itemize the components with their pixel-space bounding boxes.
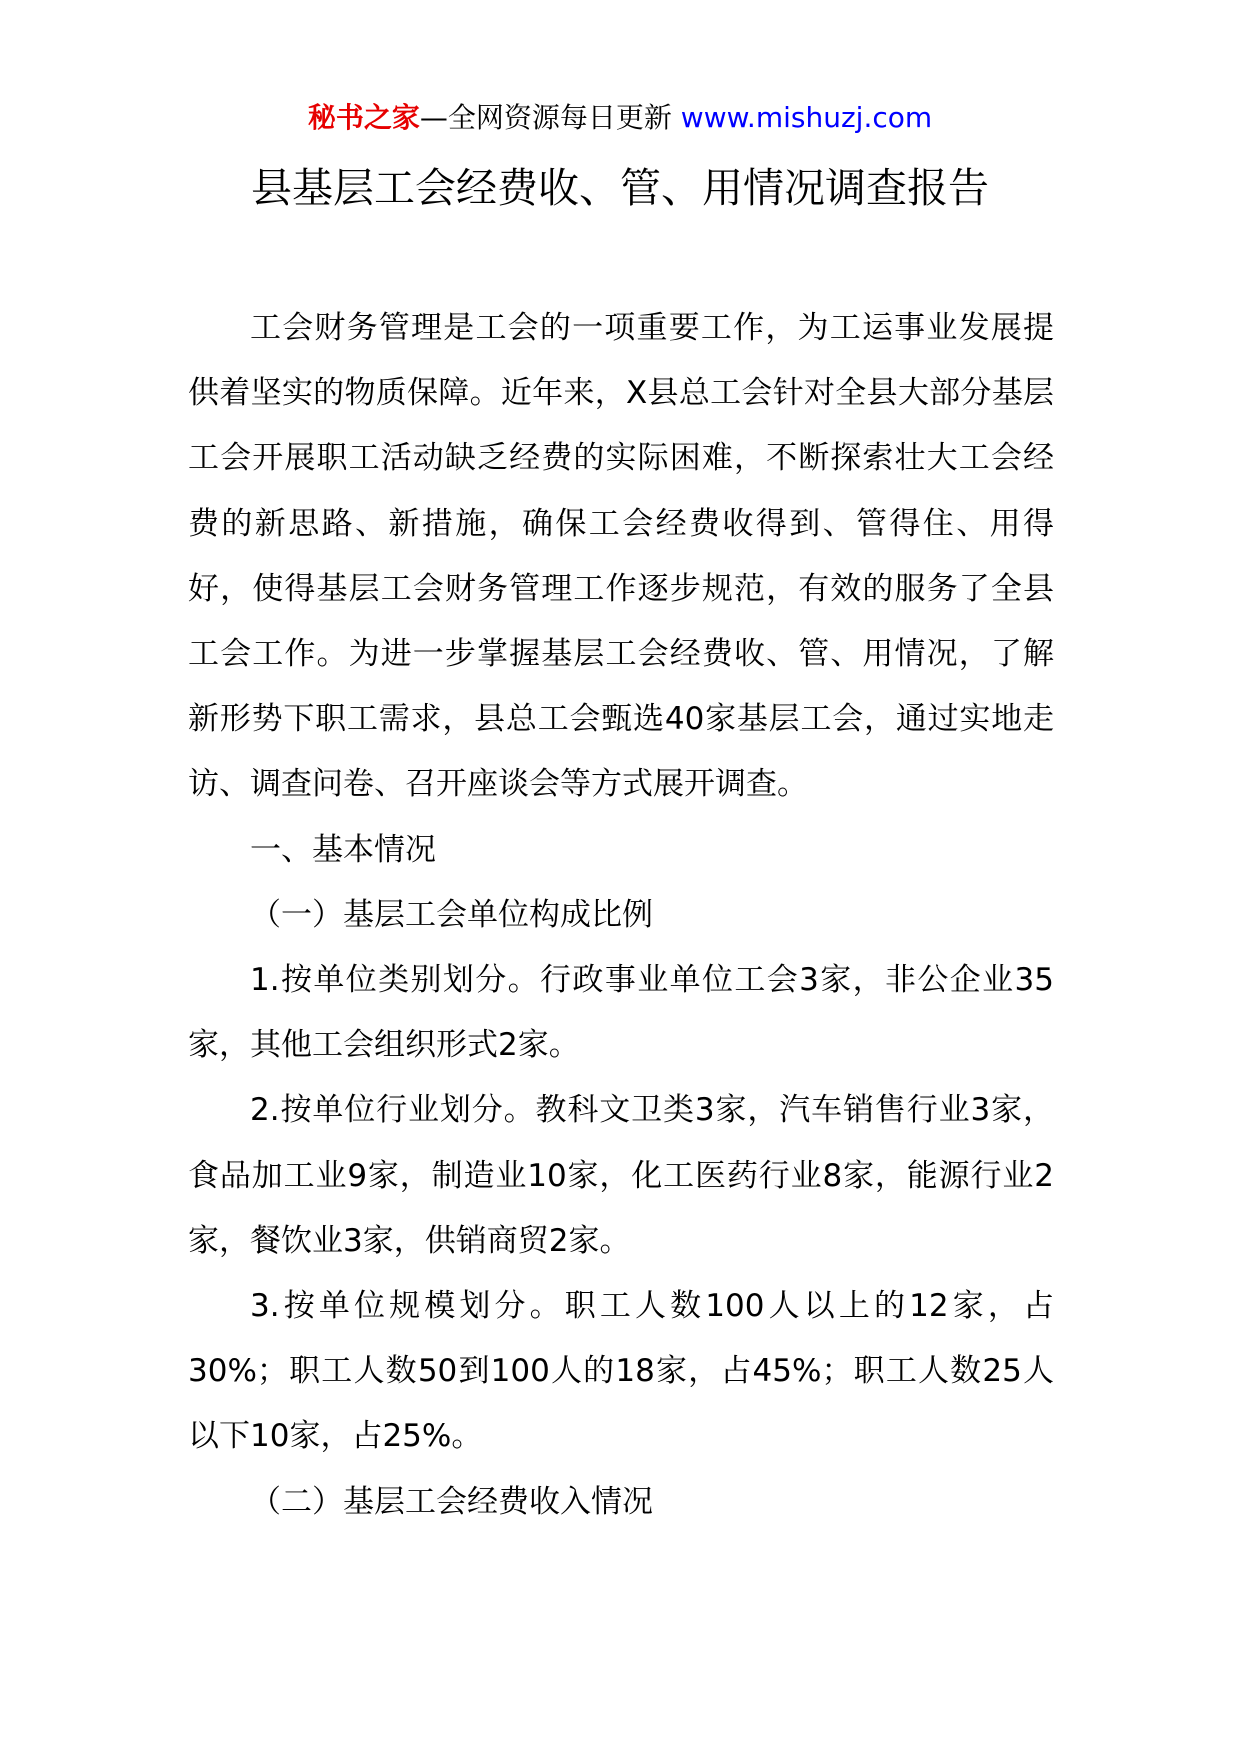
list-item-by-category: 1.按单位类别划分。行政事业单位工会3家，非公企业35家，其他工会组织形式2家。 [188,962,1054,1064]
brand-name: 秘书之家 [307,101,420,134]
subsection-heading-income: （二）基层工会经费收入情况 [250,1483,653,1520]
site-url[interactable]: www.mishuzj.com [680,101,933,134]
list-item-by-scale: 3.按单位规模划分。职工人数100人以上的12家，占30%；职工人数50到100人的18家，占45%；职工人数25人以下10家，占25%。 [188,1288,1054,1455]
document-body [188,296,1054,1535]
header-tagline: —全网资源每日更新 [419,101,672,134]
document-title: 县基层工会经费收、管、用情况调查报告 [251,164,989,212]
intro-paragraph: 工会财务管理是工会的一项重要工作，为工运事业发展提供着坚实的物质保障。近年来，X县总工会针对全县大部分基层工会开展职工活动缺乏经费的实际困难，不断探索壮大工会经费的新思路、新措施，确保工会经费收得到、管得住、用得好，使得基层工会财务管理工作逐步规范，有效的服务了全县工会工作。为进一步掌握基层工会经费收、管、用情况，了解新形势下职工需求，县总工会甄选40家基层工会，通过实地走访、调查问卷、召开座谈会等方式展开调查。 [188,310,1054,803]
section-heading-basic-situation: 一、基本情况 [250,831,436,868]
subsection-heading-composition: （一）基层工会单位构成比例 [250,896,653,933]
header-banner [0,98,1240,138]
list-item-by-industry: 2.按单位行业划分。教科文卫类3家，汽车销售行业3家，食品加工业9家，制造业10家，化工医药行业8家，能源行业2家，餐饮业3家，供销商贸2家。 [188,1092,1054,1259]
